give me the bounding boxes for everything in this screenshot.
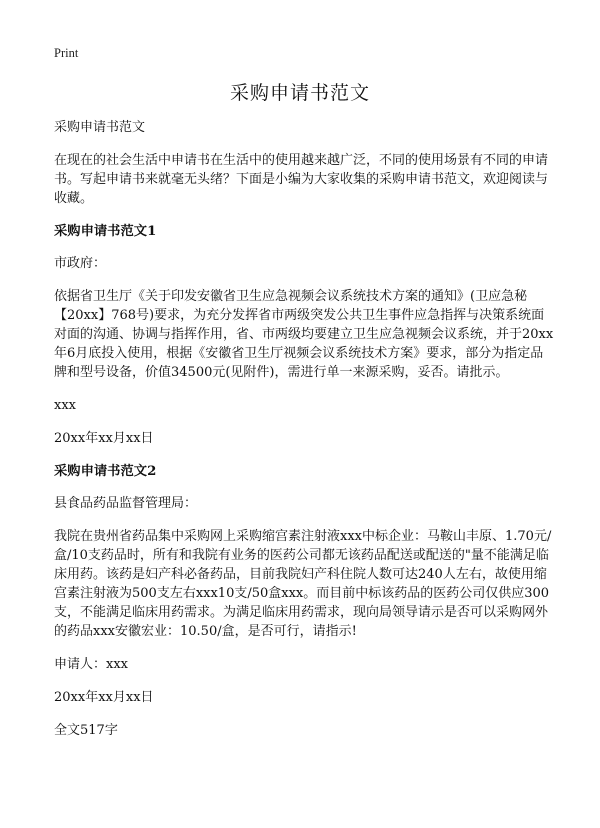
document-body [54,118,554,754]
section2-heading: 采购申请书范文2 [54,464,157,479]
section1-date: 20xx年xx月xx日 [54,431,154,446]
section1-heading: 采购申请书范文1 [54,224,157,239]
section1-salutation: 市政府： [54,256,107,271]
document-title: 采购申请书范文 [229,82,370,104]
section1-signer: xxx [54,398,76,413]
intro-paragraph: 在现在的社会生活中申请书在生活中的使用越来越广泛，不同的使用场景有不同的申请书。写起申请书来就毫无头绪？下面是小编为大家收集的采购申请书范文，欢迎阅读与收藏。 [54,153,549,206]
section2-body: 我院在贵州省药品集中采购网上采购缩宫素注射液xxx中标企业：马鞍山丰原、1.70元/盒/10支药品时，所有和我院有业务的医药公司都无该药品配送或配送的"量不能满足临床用药。该药是妇产科必备药品，目前我院妇产科住院人数可达240人左右，故使用缩宫素注射液为500支左右xxx10支/50盒xxx。而目前中标该药品的医药公司仅供应300支，不能满足临床用药需求。为满足临床用药需求，现向局领导请示是否可以采购网外的药品xxx安徽宏业：10.50/盒，是否可行，请指示! [54,529,552,639]
section2-applicant: 申请人：xxx [54,657,128,672]
word-count: 全文517字 [54,723,118,738]
section2-salutation: 县食品药品监督管理局： [54,496,198,511]
print-link[interactable]: Print [54,46,79,60]
document-subtitle: 采购申请书范文 [54,120,146,135]
section2-date: 20xx年xx月xx日 [54,690,154,705]
section1-body: 依据省卫生厅《关于印发安徽省卫生应急视频会议系统技术方案的通知》(卫应急秘【20xx】768号)要求，为充分发挥省市两级突发公共卫生事件应急指挥与决策系统面对面的沟通、协调与指挥作用，省、市两级均要建立卫生应急视频会议系统，并于20xx年6月底投入使用，根据《安徽省卫生厅视频会议系统技术方案》要求，部分为指定品牌和型号设备，价值34500元(见附件)，需进行单一来源采购，妥否。请批示。 [54,289,554,380]
